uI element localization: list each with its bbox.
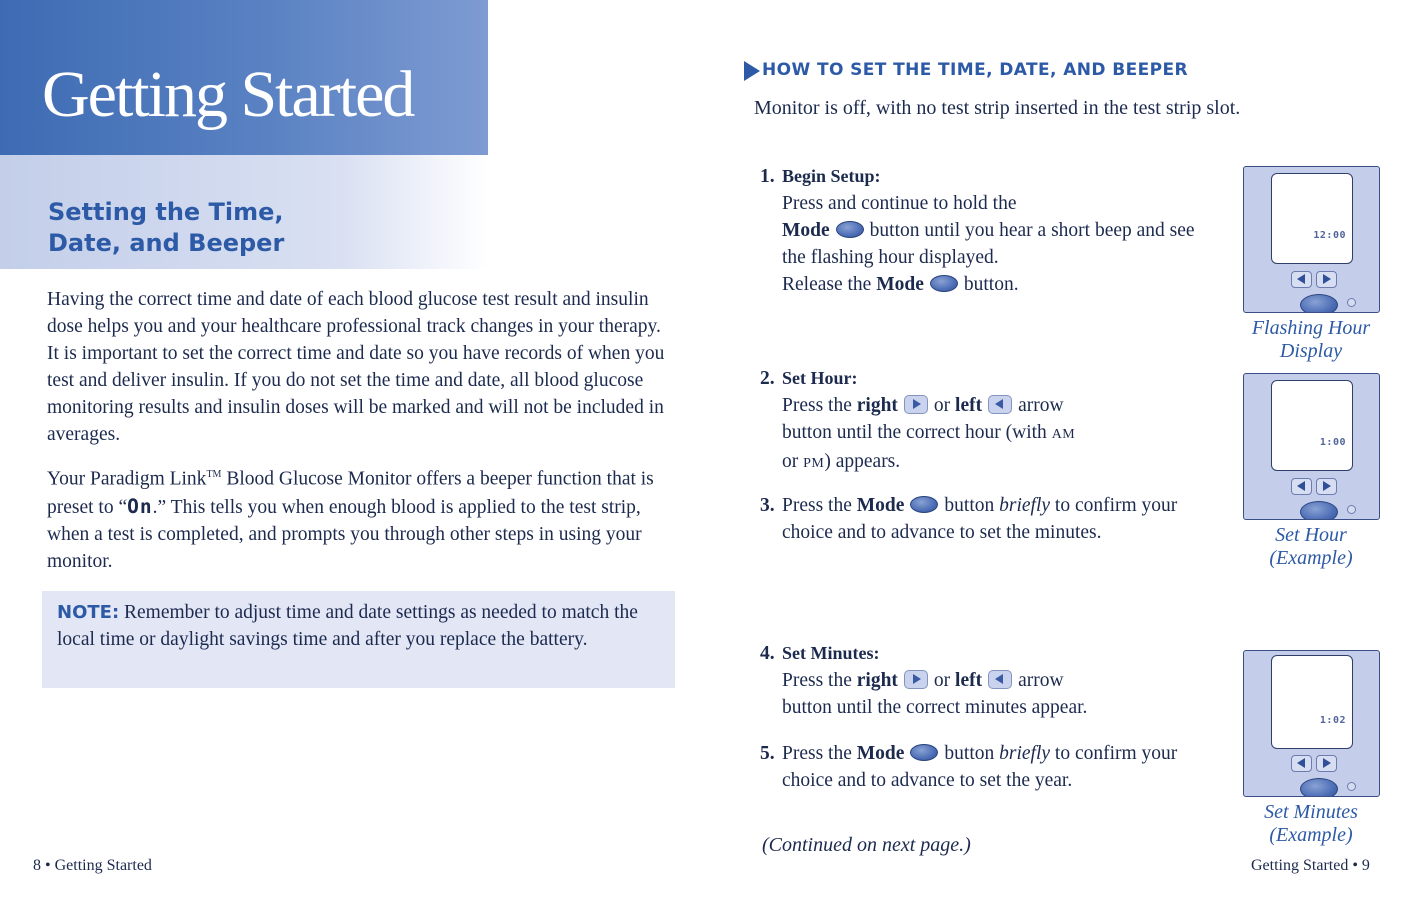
caption-line: Display xyxy=(1279,340,1343,362)
triangle-bullet-icon xyxy=(744,61,760,81)
right-arrow-button-icon xyxy=(904,395,928,414)
caption-line: Set Minutes xyxy=(1264,801,1358,823)
footer-right: Getting Started • 9 xyxy=(1251,857,1370,874)
step-title: Set Hour: xyxy=(782,368,858,388)
step-text: Press the xyxy=(782,395,852,416)
indicator-dot-icon xyxy=(1347,298,1356,307)
caption-set-minutes xyxy=(1226,801,1396,847)
indicator-dot-icon xyxy=(1347,782,1356,791)
step-title: Begin Setup: xyxy=(782,166,881,186)
beeper-text-1: Your Paradigm Link xyxy=(47,468,207,490)
step-4 xyxy=(760,640,1202,721)
step-text: button. xyxy=(963,274,1019,295)
monitor-screen xyxy=(1271,655,1353,749)
screen-readout: 1:00 xyxy=(1319,437,1346,448)
section-title-line2: Date, and Beeper xyxy=(48,229,285,257)
left-arrow-button-icon xyxy=(1291,755,1312,772)
right-arrow-button-icon xyxy=(904,670,928,689)
step-text: button xyxy=(944,495,995,516)
step-title: Set Minutes: xyxy=(782,643,880,663)
step-number: 1. xyxy=(760,166,775,187)
step-text xyxy=(782,667,1202,694)
caption-line: Flashing Hour xyxy=(1251,317,1371,339)
or-text: or xyxy=(782,451,799,472)
briefly-emphasis: briefly xyxy=(999,743,1051,764)
mode-label: Mode xyxy=(856,495,905,516)
step-number: 4. xyxy=(760,643,775,664)
caption-set-hour xyxy=(1226,524,1396,570)
right-arrow-button-icon xyxy=(1316,271,1337,288)
step-text xyxy=(782,392,1202,419)
mode-button-icon xyxy=(1300,778,1338,797)
caption-flashing-hour xyxy=(1226,317,1396,363)
beeper-paragraph xyxy=(47,461,667,575)
beeper-text-3: .” This tells you when enough blood is applied to the test strip, when a test is completed, and prompts you through other steps in using your monitor. xyxy=(47,496,642,572)
step-text: to confirm your choice and to advance to set the year. xyxy=(782,743,1178,791)
step-text: button until the correct minutes appear. xyxy=(782,697,1088,718)
step-text: Press and continue to hold the xyxy=(782,193,1017,214)
step-text xyxy=(782,448,1202,477)
note-text xyxy=(57,599,657,653)
right-label: right xyxy=(856,395,898,416)
monitor-screen xyxy=(1271,380,1353,471)
section-title xyxy=(48,197,468,259)
right-label: right xyxy=(856,670,898,691)
caption-line: (Example) xyxy=(1269,547,1353,569)
trademark-mark: TM xyxy=(206,469,222,480)
mode-button-icon xyxy=(836,221,864,238)
monitor-illustration-set-minutes xyxy=(1243,650,1380,797)
step-text: button xyxy=(944,743,995,764)
step-1 xyxy=(760,163,1202,298)
right-arrow-button-icon xyxy=(1316,755,1337,772)
step-3 xyxy=(760,492,1202,546)
page-heading: Getting Started xyxy=(42,58,414,131)
continued-note: (Continued on next page.) xyxy=(762,834,971,856)
step-number: 5. xyxy=(760,743,775,764)
screen-readout: 1:02 xyxy=(1319,715,1346,726)
step-text xyxy=(782,217,1202,271)
or-text: or xyxy=(933,395,951,416)
am-label: AM xyxy=(1051,427,1076,442)
step-text: to confirm your choice and to advance to set the minutes. xyxy=(782,495,1178,543)
arrow-text: arrow xyxy=(1018,670,1064,691)
mode-button-icon xyxy=(1300,501,1338,520)
monitor-illustration-set-hour xyxy=(1243,373,1380,520)
step-5 xyxy=(760,740,1202,794)
section-title-line1: Setting the Time, xyxy=(48,198,284,226)
howto-heading: HOW TO SET THE TIME, DATE, AND BEEPER xyxy=(762,60,1188,80)
briefly-emphasis: briefly xyxy=(999,495,1051,516)
step-2 xyxy=(760,365,1202,477)
step-number: 3. xyxy=(760,495,775,516)
left-arrow-button-icon xyxy=(1291,478,1312,495)
howto-intro: Monitor is off, with no test strip inserted in the test strip slot. xyxy=(754,97,1241,119)
mode-button-icon xyxy=(1300,294,1338,313)
indicator-dot-icon xyxy=(1347,505,1356,514)
monitor-illustration-flashing-hour xyxy=(1243,166,1380,313)
intro-paragraph: Having the correct time and date of each blood glucose test result and insulin dose helps you and your healthcare professional track changes in your therapy. It is important to set the correct time and date so you have records of when you test and deliver insulin. If you do not set the time and date, all blood glucose monitoring results and insulin doses will be marked and will not be included in averages. xyxy=(47,289,665,445)
step-number: 2. xyxy=(760,368,775,389)
beeper-on-display: On xyxy=(127,494,153,518)
mode-label: Mode xyxy=(856,743,905,764)
mode-button-icon xyxy=(930,275,958,292)
left-arrow-button-icon xyxy=(988,670,1012,689)
step-text: Press the xyxy=(782,743,852,764)
right-arrow-button-icon xyxy=(1316,478,1337,495)
monitor-screen xyxy=(1271,173,1353,264)
note-body: Remember to adjust time and date settings as needed to match the local time or daylight savings time and after you replace the battery. xyxy=(57,602,638,650)
caption-line: (Example) xyxy=(1269,824,1353,846)
pm-label: PM xyxy=(803,456,825,471)
beeper-text-2: Blood Glucose Monitor offers a beeper function that is preset to “ xyxy=(47,468,654,518)
mode-label: Mode xyxy=(782,220,830,241)
caption-line: Set Hour xyxy=(1275,524,1347,546)
arrow-text: arrow xyxy=(1018,395,1064,416)
step-text xyxy=(782,271,1202,298)
screen-readout: 12:00 xyxy=(1313,230,1346,241)
left-arrow-button-icon xyxy=(988,395,1012,414)
mode-button-icon xyxy=(910,744,938,761)
step-text: button until the correct hour (with xyxy=(782,422,1047,443)
left-label: left xyxy=(955,670,983,691)
left-arrow-button-icon xyxy=(1291,271,1312,288)
step-text xyxy=(782,419,1202,448)
step-text: ) appears. xyxy=(824,451,901,472)
step-text: Press the xyxy=(782,670,852,691)
step-text: Press the xyxy=(782,495,852,516)
left-label: left xyxy=(955,395,983,416)
footer-left: 8 • Getting Started xyxy=(33,857,152,874)
mode-button-icon xyxy=(910,496,938,513)
release-text: Release the xyxy=(782,274,872,295)
note-label: NOTE: xyxy=(57,602,120,623)
or-text: or xyxy=(933,670,951,691)
mode-label: Mode xyxy=(876,274,924,295)
step-text: button until you hear a short beep and see the flashing hour displayed. xyxy=(782,220,1195,268)
